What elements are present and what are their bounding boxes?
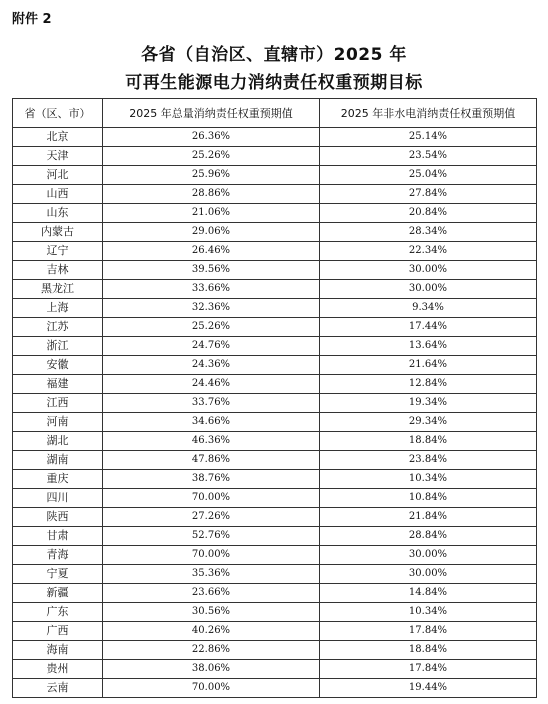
province-cell: 安徽 — [13, 356, 103, 375]
province-cell: 黑龙江 — [13, 280, 103, 299]
column-header-total-weight: 2025 年总量消纳责任权重预期值 — [103, 99, 320, 128]
table-row — [13, 318, 537, 337]
province-cell: 重庆 — [13, 470, 103, 489]
total-weight-cell: 21.06% — [103, 204, 320, 223]
province-cell: 浙江 — [13, 337, 103, 356]
total-weight-cell: 70.00% — [103, 546, 320, 565]
table-body — [13, 128, 537, 698]
nonhydro-weight-cell: 17.44% — [320, 318, 537, 337]
total-weight-cell: 33.66% — [103, 280, 320, 299]
total-weight-cell: 30.56% — [103, 603, 320, 622]
total-weight-cell: 24.46% — [103, 375, 320, 394]
table-row — [13, 375, 537, 394]
total-weight-cell: 24.76% — [103, 337, 320, 356]
province-cell: 宁夏 — [13, 565, 103, 584]
province-cell: 辽宁 — [13, 242, 103, 261]
table-row — [13, 413, 537, 432]
table-row — [13, 584, 537, 603]
nonhydro-weight-cell: 30.00% — [320, 261, 537, 280]
nonhydro-weight-cell: 10.34% — [320, 470, 537, 489]
nonhydro-weight-cell: 19.34% — [320, 394, 537, 413]
column-header-province: 省（区、市） — [13, 99, 103, 128]
nonhydro-weight-cell: 9.34% — [320, 299, 537, 318]
province-cell: 贵州 — [13, 660, 103, 679]
table-row — [13, 261, 537, 280]
table-row — [13, 565, 537, 584]
province-cell: 广东 — [13, 603, 103, 622]
total-weight-cell: 25.96% — [103, 166, 320, 185]
total-weight-cell: 25.26% — [103, 318, 320, 337]
province-cell: 上海 — [13, 299, 103, 318]
province-cell: 山东 — [13, 204, 103, 223]
province-cell: 天津 — [13, 147, 103, 166]
province-cell: 湖北 — [13, 432, 103, 451]
table-row — [13, 508, 537, 527]
province-cell: 内蒙古 — [13, 223, 103, 242]
nonhydro-weight-cell: 27.84% — [320, 185, 537, 204]
table-row — [13, 128, 537, 147]
province-cell: 山西 — [13, 185, 103, 204]
table-row — [13, 660, 537, 679]
province-cell: 江苏 — [13, 318, 103, 337]
table-row — [13, 489, 537, 508]
nonhydro-weight-cell: 23.84% — [320, 451, 537, 470]
nonhydro-weight-cell: 28.84% — [320, 527, 537, 546]
total-weight-cell: 35.36% — [103, 565, 320, 584]
table-row — [13, 204, 537, 223]
nonhydro-weight-cell: 29.34% — [320, 413, 537, 432]
table-row — [13, 337, 537, 356]
total-weight-cell: 38.06% — [103, 660, 320, 679]
nonhydro-weight-cell: 18.84% — [320, 641, 537, 660]
table-row — [13, 242, 537, 261]
nonhydro-weight-cell: 10.84% — [320, 489, 537, 508]
table-row — [13, 280, 537, 299]
province-cell: 陕西 — [13, 508, 103, 527]
nonhydro-weight-cell: 13.64% — [320, 337, 537, 356]
nonhydro-weight-cell: 23.54% — [320, 147, 537, 166]
nonhydro-weight-cell: 19.44% — [320, 679, 537, 698]
province-cell: 甘肃 — [13, 527, 103, 546]
province-cell: 福建 — [13, 375, 103, 394]
total-weight-cell: 47.86% — [103, 451, 320, 470]
province-cell: 北京 — [13, 128, 103, 147]
nonhydro-weight-cell: 12.84% — [320, 375, 537, 394]
province-cell: 青海 — [13, 546, 103, 565]
table-row — [13, 546, 537, 565]
nonhydro-weight-cell: 20.84% — [320, 204, 537, 223]
column-header-nonhydro-weight: 2025 年非水电消纳责任权重预期值 — [320, 99, 537, 128]
total-weight-cell: 29.06% — [103, 223, 320, 242]
table-row — [13, 394, 537, 413]
total-weight-cell: 26.46% — [103, 242, 320, 261]
table-row — [13, 679, 537, 698]
province-cell: 云南 — [13, 679, 103, 698]
table-row — [13, 603, 537, 622]
table-row — [13, 299, 537, 318]
total-weight-cell: 39.56% — [103, 261, 320, 280]
table-row — [13, 527, 537, 546]
nonhydro-weight-cell: 30.00% — [320, 280, 537, 299]
table-row — [13, 166, 537, 185]
total-weight-cell: 52.76% — [103, 527, 320, 546]
total-weight-cell: 26.36% — [103, 128, 320, 147]
nonhydro-weight-cell: 17.84% — [320, 622, 537, 641]
province-cell: 新疆 — [13, 584, 103, 603]
nonhydro-weight-cell: 22.34% — [320, 242, 537, 261]
nonhydro-weight-cell: 21.64% — [320, 356, 537, 375]
total-weight-cell: 70.00% — [103, 489, 320, 508]
attachment-label: 附件 2 — [12, 12, 52, 27]
province-cell: 江西 — [13, 394, 103, 413]
nonhydro-weight-cell: 17.84% — [320, 660, 537, 679]
province-cell: 河南 — [13, 413, 103, 432]
table-row — [13, 223, 537, 242]
nonhydro-weight-cell: 25.14% — [320, 128, 537, 147]
total-weight-cell: 33.76% — [103, 394, 320, 413]
document-title-line1: 各省（自治区、直辖市）2025 年 — [141, 45, 407, 65]
nonhydro-weight-cell: 10.34% — [320, 603, 537, 622]
total-weight-cell: 40.26% — [103, 622, 320, 641]
table-row — [13, 185, 537, 204]
total-weight-cell: 28.86% — [103, 185, 320, 204]
total-weight-cell: 22.86% — [103, 641, 320, 660]
quota-table — [12, 98, 537, 698]
province-cell: 广西 — [13, 622, 103, 641]
province-cell: 海南 — [13, 641, 103, 660]
nonhydro-weight-cell: 21.84% — [320, 508, 537, 527]
table-row — [13, 641, 537, 660]
total-weight-cell: 46.36% — [103, 432, 320, 451]
total-weight-cell: 32.36% — [103, 299, 320, 318]
province-cell: 吉林 — [13, 261, 103, 280]
province-cell: 湖南 — [13, 451, 103, 470]
total-weight-cell: 25.26% — [103, 147, 320, 166]
nonhydro-weight-cell: 30.00% — [320, 565, 537, 584]
table-row — [13, 451, 537, 470]
total-weight-cell: 23.66% — [103, 584, 320, 603]
nonhydro-weight-cell: 28.34% — [320, 223, 537, 242]
province-cell: 四川 — [13, 489, 103, 508]
total-weight-cell: 27.26% — [103, 508, 320, 527]
table-row — [13, 147, 537, 166]
table-row — [13, 622, 537, 641]
nonhydro-weight-cell: 14.84% — [320, 584, 537, 603]
province-cell: 河北 — [13, 166, 103, 185]
table-row — [13, 356, 537, 375]
total-weight-cell: 34.66% — [103, 413, 320, 432]
document-title-line2: 可再生能源电力消纳责任权重预期目标 — [125, 73, 423, 93]
table-row — [13, 470, 537, 489]
nonhydro-weight-cell: 30.00% — [320, 546, 537, 565]
nonhydro-weight-cell: 18.84% — [320, 432, 537, 451]
table-row — [13, 432, 537, 451]
total-weight-cell: 24.36% — [103, 356, 320, 375]
table-header-row — [13, 99, 537, 128]
total-weight-cell: 70.00% — [103, 679, 320, 698]
total-weight-cell: 38.76% — [103, 470, 320, 489]
nonhydro-weight-cell: 25.04% — [320, 166, 537, 185]
